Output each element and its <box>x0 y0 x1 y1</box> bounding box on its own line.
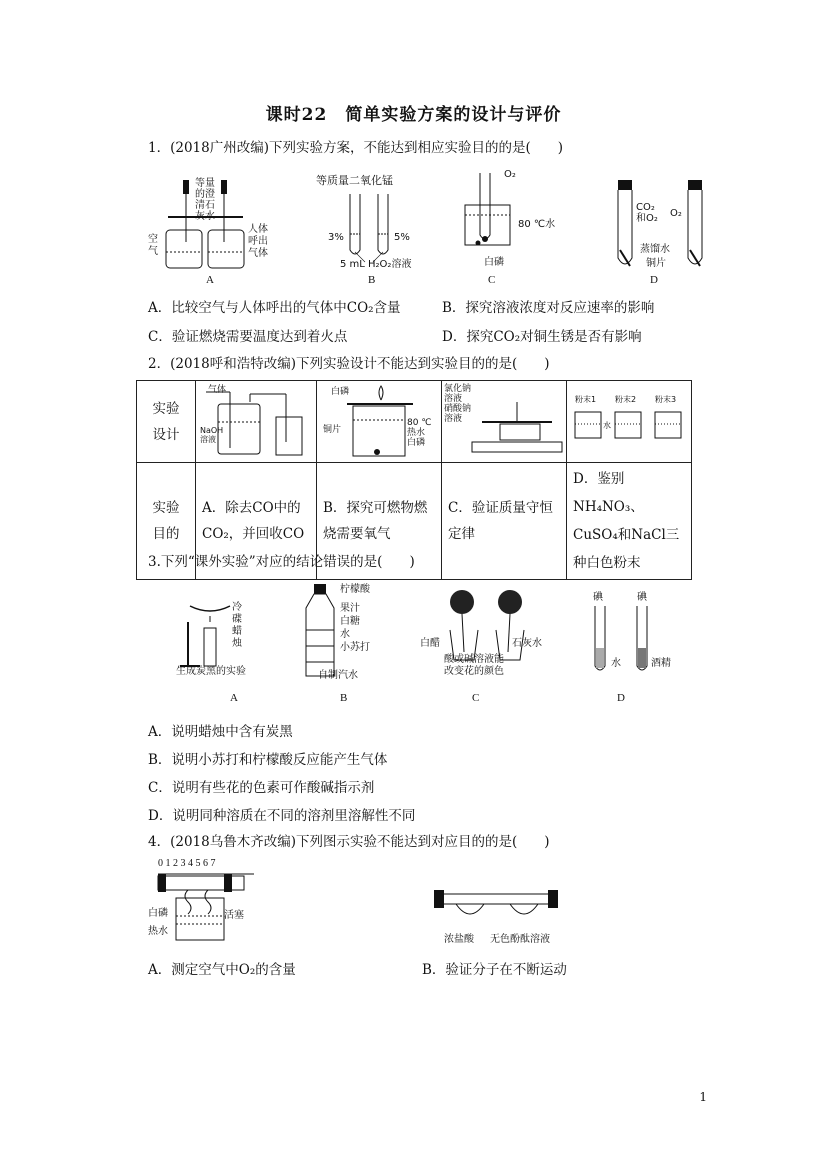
q1-option-b: B．探究溶液浓度对反应速率的影响 <box>442 300 655 316</box>
q3d-label-water: 水 <box>611 658 621 669</box>
q2c-label-left: 氯化钠 溶液 硝酸钠 溶液 <box>444 383 472 424</box>
q1b-label-top: 等质量二氧化锰 <box>316 174 393 187</box>
q3d-label-alcohol: 酒精 <box>651 658 671 669</box>
q4a-ruler: 0 1 2 3 4 5 6 7 <box>158 858 216 869</box>
q4a-label-water: 热水 <box>148 926 168 937</box>
q1-option-d: D．探究CO₂对铜生锈是否有影响 <box>442 329 642 345</box>
q2-design-a <box>196 381 317 463</box>
q1d-label-co2: CO₂ 和O₂ <box>636 202 658 224</box>
q3-option-d: D．说明同种溶质在不同的溶剂里溶解性不同 <box>148 808 416 824</box>
q1d-caption: D <box>650 274 658 286</box>
q3b-caption: B <box>340 692 348 704</box>
q4-stem: 4．(2018乌鲁木齐改编)下列图示实验不能达到对应目的的是( ) <box>148 834 550 850</box>
q1-option-a: A．比较空气与人体呼出的气体中CO₂含量 <box>148 300 401 316</box>
q2-row-header-design: 实验 设计 <box>137 381 196 463</box>
q1b-caption: B <box>368 274 376 286</box>
q4a-label-plug: 活塞 <box>224 910 244 921</box>
q2b-label-cu: 铜片 <box>323 424 342 435</box>
q4-figure-a <box>148 858 268 948</box>
q1a-label-top: 等量 的澄 清石 灰水 <box>195 178 215 222</box>
q3d-label-i1: 碘 <box>593 592 603 603</box>
iodine-tubes-drawing <box>585 586 685 708</box>
q2-table <box>136 380 692 580</box>
q2b-label-p: 白磷 <box>331 386 350 397</box>
candle-plate-drawing <box>170 592 280 708</box>
q3c-label-left: 白醋 <box>420 638 440 649</box>
q2-design-b <box>317 381 442 463</box>
q1a-label-right: 人体 呼出 气体 <box>248 224 268 259</box>
q2b-label-right: 80 ℃ 热水 白磷 <box>407 417 432 448</box>
q4a-label-p: 白磷 <box>148 908 168 919</box>
q3-option-b: B．说明小苏打和柠檬酸反应能产生气体 <box>148 752 388 768</box>
q2-purpose-c: C．验证质量守恒 定律 <box>442 463 567 580</box>
q3c-caption: C <box>472 692 480 704</box>
q2d-label-water: 水 <box>603 420 611 430</box>
q1d-label-water: 蒸馏水 <box>640 244 670 255</box>
q4b-label-right: 无色酚酞溶液 <box>490 934 550 945</box>
copper-tubes-drawing <box>610 178 720 292</box>
q3a-label-right: 冷 碟 蜡 烛 <box>232 602 242 649</box>
q4-figure-b <box>430 880 570 950</box>
q3c-label-bottom: 酸或碱溶液能 改变花的颜色 <box>444 654 504 677</box>
q3b-label-bottom: 自制汽水 <box>318 670 358 681</box>
q2-purpose-d: D．鉴别NH₄NO₃、 CuSO₄和NaCl三 种白色粉末 <box>567 463 692 580</box>
q3-option-c: C．说明有些花的色素可作酸碱指示剂 <box>148 780 375 796</box>
q3-figure-b <box>300 580 410 708</box>
q3-stem: 3.下列“课外实验”对应的结论错误的是( ) <box>148 554 415 570</box>
q2a-label-naoh: NaOH 溶液 <box>200 425 224 444</box>
q3b-label-right: 果汁 白糖 水 小苏打 <box>340 603 370 653</box>
q2-stem: 2．(2018呼和浩特改编)下列实验设计不能达到实验目的的是( ) <box>148 356 550 372</box>
q4-option-a: A．测定空气中O₂的含量 <box>148 962 296 978</box>
q3c-label-right: 石灰水 <box>512 638 542 649</box>
q1c-label-p: 白磷 <box>484 257 504 268</box>
q4-option-b: B．验证分子在不断运动 <box>422 962 567 978</box>
q2d-label-p2: 粉末2 <box>615 394 637 404</box>
q1d-label-o2: O₂ <box>670 208 682 219</box>
q1-figure-d <box>610 178 720 292</box>
q2-row-header-purpose: 实验 目的 <box>137 463 196 580</box>
q2-purpose-a: A．除去CO中的 CO₂，并回收CO <box>196 463 317 580</box>
q1-option-c: C．验证燃烧需要温度达到着火点 <box>148 329 348 345</box>
q1c-label-o2: O₂ <box>504 169 516 180</box>
q1b-label-left: 3% <box>328 232 344 243</box>
q1b-label-right: 5% <box>394 232 410 243</box>
q4b-label-left: 浓盐酸 <box>444 934 474 945</box>
q1d-label-cu: 铜片 <box>646 258 666 269</box>
q3-option-a: A．说明蜡烛中含有炭黑 <box>148 724 293 740</box>
q3-figure-d <box>585 586 685 708</box>
q1a-caption: A <box>206 274 214 286</box>
q1-stem: 1．(2018广州改编)下列实验方案，不能达到相应实验目的的是( ) <box>148 140 564 156</box>
q3d-caption: D <box>617 692 625 704</box>
q3a-caption: A <box>230 692 238 704</box>
q3-figure-c <box>420 586 550 708</box>
q2a-label-gas: 气体 <box>208 384 227 395</box>
q1c-label-water: 80 ℃水 <box>518 219 556 230</box>
q3b-label-top: 柠檬酸 <box>340 584 370 595</box>
q3d-label-i2: 碘 <box>637 592 647 603</box>
page-title: 课时22 简单实验方案的设计与评价 <box>265 105 562 125</box>
page-number: 1 <box>699 1090 707 1104</box>
q2d-label-p3: 粉末3 <box>655 394 677 404</box>
q3a-label-bottom: 生成炭黑的实验 <box>176 666 246 677</box>
q1b-label-bottom: 5 mL H₂O₂溶液 <box>340 259 412 270</box>
q1a-label-left: 空 气 <box>148 234 158 257</box>
q2-design-d <box>567 381 692 463</box>
q3-figure-a <box>170 592 280 708</box>
q1-figure-c <box>460 165 570 292</box>
q2d-label-p1: 粉末1 <box>575 394 597 404</box>
q2-purpose-b: B．探究可燃物燃 烧需要氧气 <box>317 463 442 580</box>
q1-figure-b <box>310 172 440 292</box>
q1c-caption: C <box>488 274 496 286</box>
q2-design-c <box>442 381 567 463</box>
q1-figure-a <box>148 172 288 292</box>
